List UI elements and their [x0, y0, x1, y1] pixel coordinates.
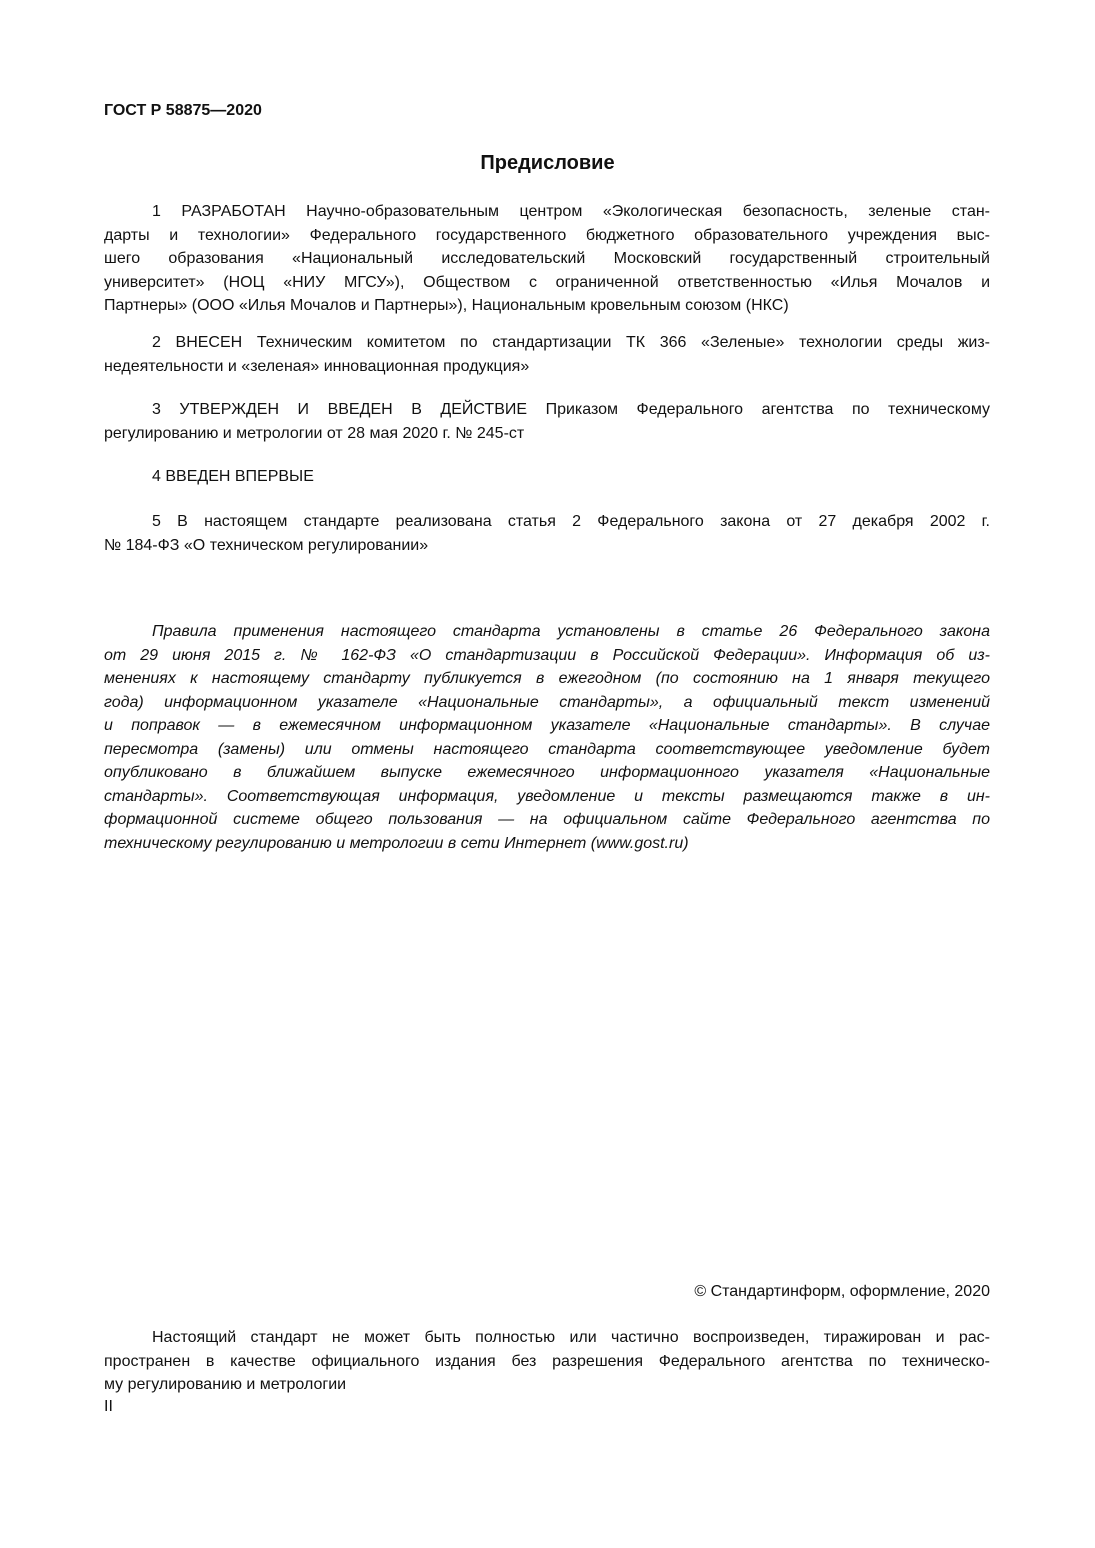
text-line: 2 ВНЕСЕН Техническим комитетом по стандартизации ТК 366 «Зеленые» технологии среды жиз- — [152, 334, 990, 351]
text-line: Настоящий стандарт не может быть полностью или частично воспроизведен, тиражирован и рас- — [152, 1329, 990, 1346]
foreword-item-5 — [104, 510, 990, 557]
text-line: менениях к настоящему стандарту публикуется в ежегодном (по состоянию на 1 января текущего — [104, 670, 990, 687]
text-line: от 29 июня 2015 г. № 162-ФЗ «О стандартизации в Российской Федерации». Информация об из- — [104, 646, 990, 664]
foreword-item-2 — [104, 331, 990, 378]
text-line: недеятельности и «зеленая» инновационная продукция» — [104, 357, 530, 375]
text-line: шего образования «Национальный исследовательский Московский государственный строительный — [104, 250, 990, 267]
text-line: Правила применения настоящего стандарта установлены в статье 26 Федерального закона — [152, 623, 990, 640]
text-line: 1 РАЗРАБОТАН Научно-образовательным центром «Экологическая безопасность, зеленые стан- — [152, 203, 990, 220]
reproduction-notice — [104, 1326, 990, 1397]
text-line: № 184-ФЗ «О техническом регулировании» — [104, 536, 429, 554]
text-line: университет» (НОЦ «НИУ МГСУ»), Обществом с ограниченной ответственностью «Илья Мочалов и — [104, 273, 990, 291]
text-line: дарты и технологии» Федерального государственного бюджетного образовательного учреждения выс- — [104, 226, 990, 244]
page-title: Предисловие — [480, 152, 615, 174]
text-line: пересмотра (замены) или отмены настоящего стандарта соответствующее уведомление будет — [104, 740, 990, 758]
foreword-item-4 — [104, 465, 990, 489]
document-id: ГОСТ Р 58875—2020 — [104, 102, 262, 119]
foreword-item-3 — [104, 398, 990, 445]
text-line: стандарты». Соответствующая информация, уведомление и тексты размещаются также в ин- — [104, 787, 990, 805]
copyright-notice: © Стандартинформ, оформление, 2020 — [694, 1283, 990, 1300]
text-line: техническому регулированию и метрологии в сети Интернет (www.gost.ru) — [104, 834, 689, 852]
text-line: года) информационном указателе «Национальные стандарты», а официальный текст изменений — [104, 693, 990, 711]
foreword-item-1 — [104, 200, 990, 318]
text-line: и поправок — в ежемесячном информационном указателе «Национальные стандарты». В случае — [104, 717, 990, 734]
text-line: регулированию и метрологии от 28 мая 2020 г. № 245-ст — [104, 424, 525, 442]
text-line: 5 В настоящем стандарте реализована статья 2 Федерального закона от 27 декабря 2002 г. — [152, 513, 990, 530]
application-rules-notice — [104, 620, 990, 855]
text-line: му регулированию и метрологии — [104, 1376, 347, 1393]
text-line: 4 ВВЕДЕН ВПЕРВЫЕ — [152, 468, 314, 485]
text-line: пространен в качестве официального издания без разрешения Федерального агентства по техническо- — [104, 1352, 990, 1370]
text-line: опубликовано в ближайшем выпуске ежемесячного информационного указателя «Национальные — [104, 764, 990, 781]
text-line: формационной системе общего пользования — на официальном сайте Федерального агентства по — [104, 811, 990, 828]
page-number: II — [104, 1398, 113, 1415]
text-line: 3 УТВЕРЖДЕН И ВВЕДЕН В ДЕЙСТВИЕ Приказом Федерального агентства по техническому — [152, 401, 990, 418]
text-line: Партнеры» (ООО «Илья Мочалов и Партнеры»), Национальным кровельным союзом (НКС) — [104, 297, 789, 314]
